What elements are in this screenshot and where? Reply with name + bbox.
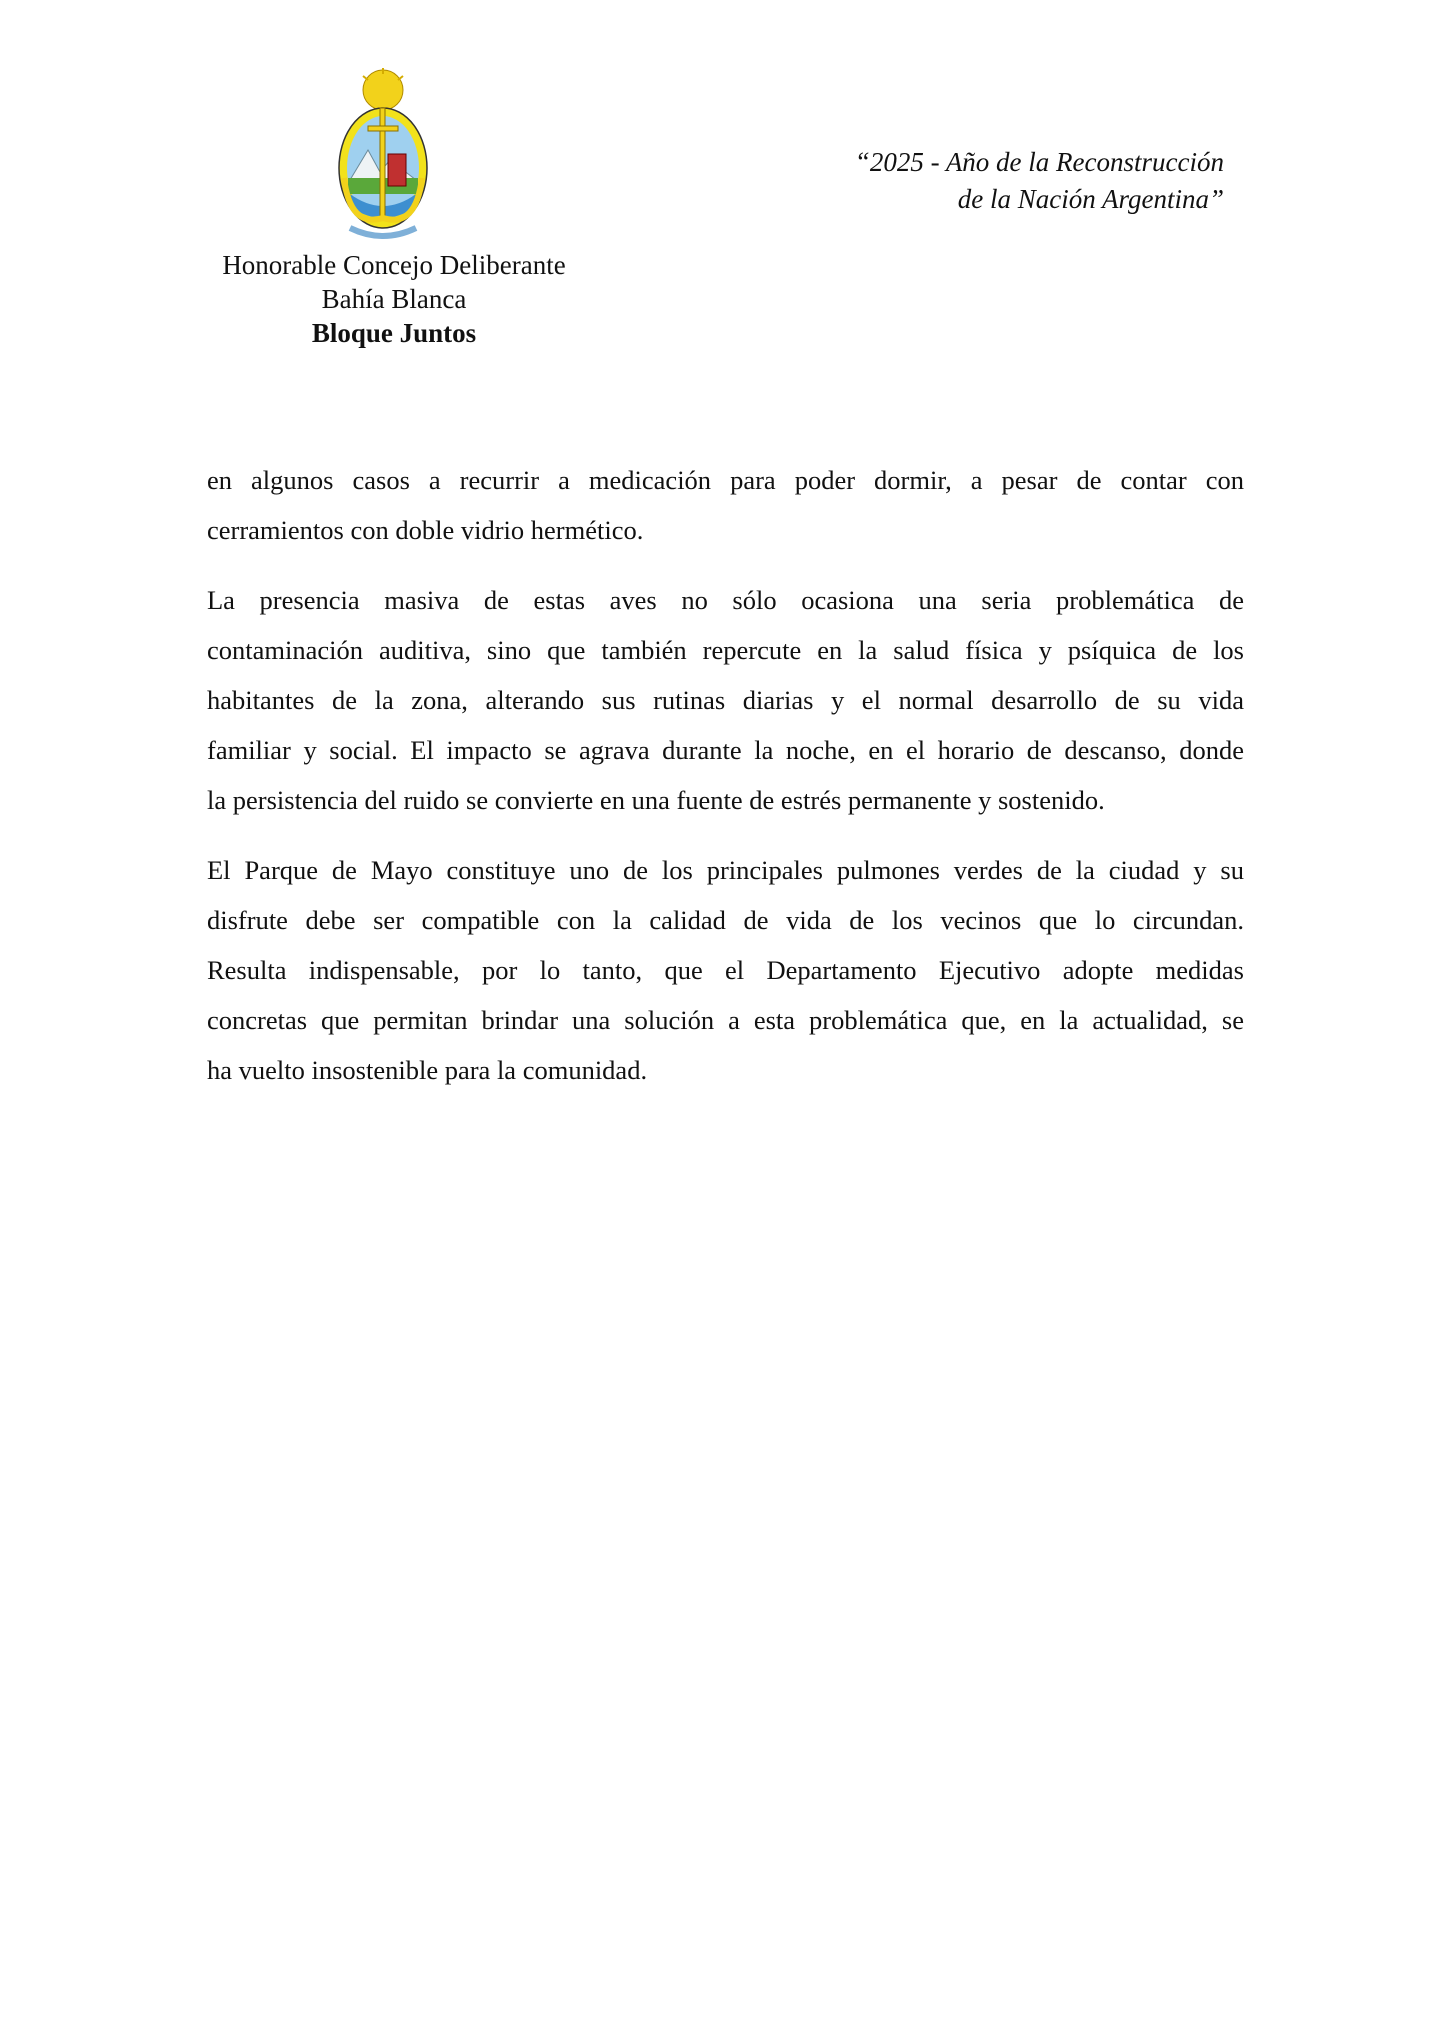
paragraph <box>207 582 1244 832</box>
bloc-name: Bloque Juntos <box>311 318 477 348</box>
text-line: La presencia masiva de estas aves no sólo ocasiona una seria problemática de <box>207 585 1244 615</box>
institution-name: Honorable Concejo Deliberante <box>222 250 566 280</box>
text-line: Resulta indispensable, por lo tanto, que el Departamento Ejecutivo adopte medidas <box>207 955 1244 985</box>
coat-of-arms-icon <box>330 68 436 244</box>
text-line: familiar y social. El impacto se agrava durante la noche, en el horario de descanso, donde <box>207 735 1244 765</box>
city-name: Bahía Blanca <box>321 284 467 314</box>
text-line: la persistencia del ruido se convierte en una fuente de estrés permanente y sostenido. <box>207 785 1105 815</box>
paragraph <box>207 852 1244 1102</box>
text-line: habitantes de la zona, alterando sus rutinas diarias y el normal desarrollo de su vida <box>207 685 1244 715</box>
text-line: ha vuelto insostenible para la comunidad. <box>207 1055 648 1085</box>
text-line: cerramientos con doble vidrio hermético. <box>207 515 644 545</box>
document-body <box>207 462 1244 1122</box>
text-line: en algunos casos a recurrir a medicación para poder dormir, a pesar de contar con <box>207 465 1244 495</box>
year-motto <box>855 144 1224 218</box>
text-line: El Parque de Mayo constituye uno de los principales pulmones verdes de la ciudad y su <box>207 855 1244 885</box>
institution-header <box>190 248 598 350</box>
text-line: concretas que permitan brindar una solución a esta problemática que, en la actualidad, se <box>207 1005 1244 1035</box>
motto-line-2: de la Nación Argentina” <box>957 184 1224 214</box>
paragraph <box>207 462 1244 562</box>
text-line: disfrute debe ser compatible con la calidad de vida de los vecinos que lo circundan. <box>207 905 1244 935</box>
text-line: contaminación auditiva, sino que también repercute en la salud física y psíquica de los <box>207 635 1244 665</box>
motto-line-1: “2025 - Año de la Reconstrucción <box>854 147 1224 177</box>
